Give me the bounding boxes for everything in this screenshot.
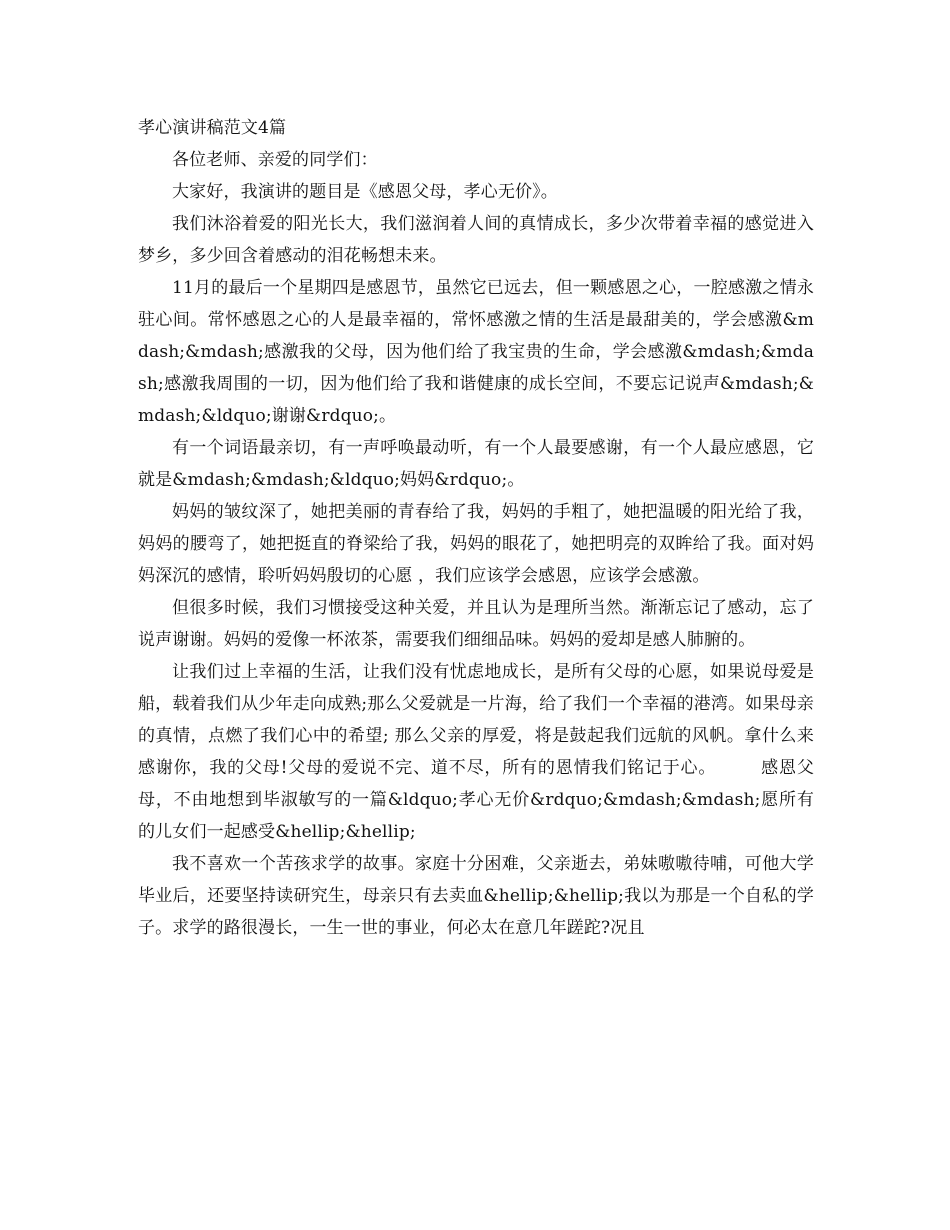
- paragraph-salutation: 各位老师、亲爱的同学们：: [172, 150, 378, 170]
- paragraph: 11月的最后一个星期四是感恩节，虽然它已远去，但一颗感恩之心，一腔感激之情永驻心间。常怀感恩之心的人是最幸福的，常怀感激之情的生活是最甜美的，学会感激&mdash;&mdash;感激我的父母，因为他们给了我宝贵的生命，学会感激&mdash;&mdash;感激我周围的一切，因为他们给了我和谐健康的成长空间，不要忘记说声&mdash;&mdash;&ldquo;谢谢&rdquo;。: [138, 278, 814, 426]
- document-body: [138, 112, 814, 944]
- paragraph: 我们沐浴着爱的阳光长大，我们滋润着人间的真情成长，多少次带着幸福的感觉进入梦乡，多少回含着感动的泪花畅想未来。: [138, 214, 814, 266]
- paragraph: 有一个词语最亲切，有一声呼唤最动听，有一个人最要感谢，有一个人最应感恩，它就是&mdash;&mdash;&ldquo;妈妈&rdquo;。: [138, 438, 814, 490]
- paragraph: 我不喜欢一个苦孩求学的故事。家庭十分困难，父亲逝去，弟妹嗷嗷待哺，可他大学毕业后，还要坚持读研究生，母亲只有去卖血&hellip;&hellip;我以为那是一个自私的学子。求学的路很漫长，一生一世的事业，何必太在意几年蹉跎?况且: [138, 854, 814, 938]
- document-title: 孝心演讲稿范文4篇: [138, 118, 287, 138]
- paragraph: 妈妈的皱纹深了，她把美丽的青春给了我，妈妈的手粗了，她把温暖的阳光给了我，妈妈的腰弯了，她把挺直的脊梁给了我，妈妈的眼花了，她把明亮的双眸给了我。面对妈妈深沉的感情，聆听妈妈殷切的心愿 ，我们应该学会感恩，应该学会感激。: [138, 502, 814, 586]
- paragraph: 让我们过上幸福的生活，让我们没有忧虑地成长，是所有父母的心愿，如果说母爱是船，载着我们从少年走向成熟;那么父爱就是一片海，给了我们一个幸福的港湾。如果母亲的真情，点燃了我们心中的希望; 那么父亲的厚爱，将是鼓起我们远航的风帆。拿什么来感谢你，我的父母!父母的爱说不完、道不尽，所有的恩情我们铭记于心。 感恩父母，不由地想到毕淑敏写的一篇&ldquo;孝心无价&rdquo;&mdash;&mdash;愿所有的儿女们一起感受&hellip;&hellip;: [138, 662, 814, 842]
- paragraph: 但很多时候，我们习惯接受这种关爱，并且认为是理所当然。渐渐忘记了感动，忘了说声谢谢。妈妈的爱像一杯浓茶，需要我们细细品味。妈妈的爱却是感人肺腑的。: [138, 598, 814, 650]
- paragraph-greeting-topic: 大家好，我演讲的题目是《感恩父母，孝心无价》。: [172, 182, 558, 202]
